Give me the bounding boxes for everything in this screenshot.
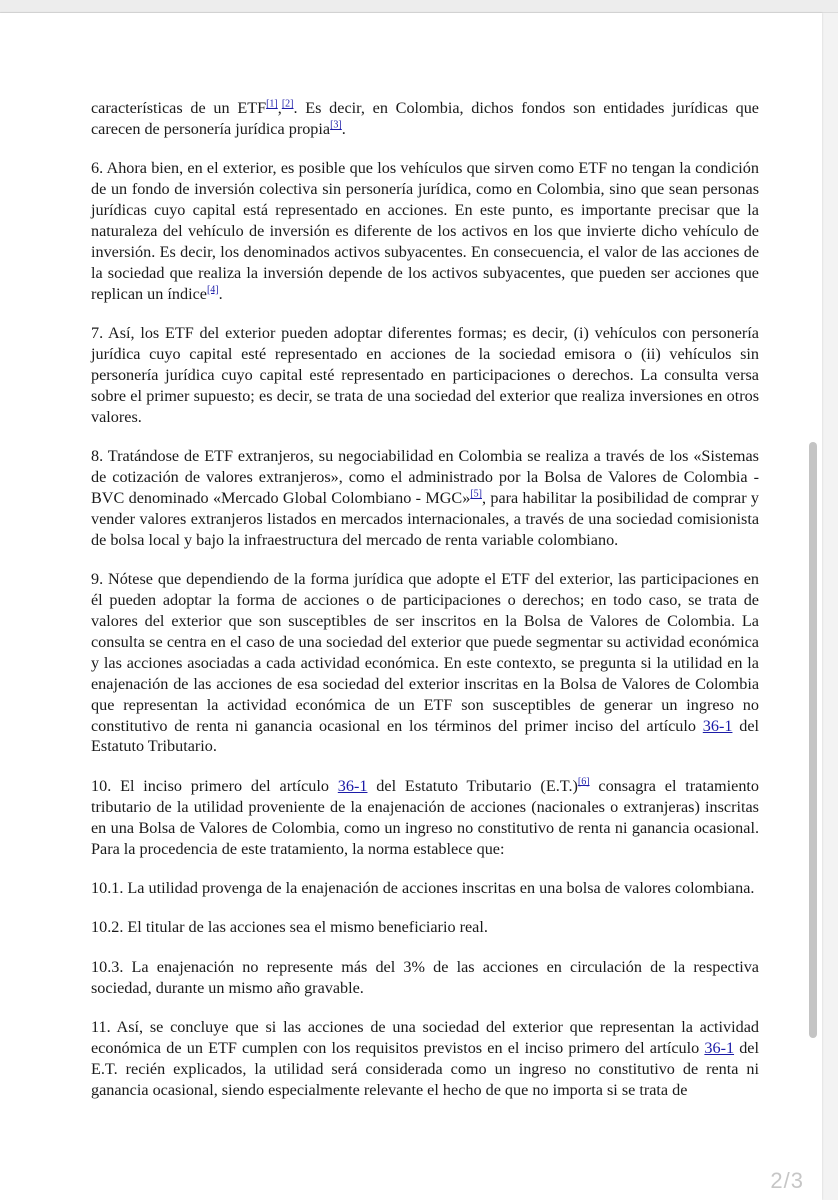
page-indicator: 2/3 (770, 1168, 804, 1193)
paragraph-text: 8. Tratándose de ETF extranjeros, su negociabilidad en Colombia se realiza a través de los «Sistemas de cotización de valores extranjeros», como el administrado por la Bolsa de Valores de Colombia - BVC denominado «Mercado Global Colombiano - MGC» (91, 447, 759, 507)
paragraph-text: 10.3. La enajenación no represente más del 3% de las acciones en circulación de la respectiva sociedad, durante un mismo año gravable. (91, 957, 759, 997)
document-page (0, 13, 822, 1200)
footnote-link-2[interactable]: [2] (281, 98, 294, 110)
paragraph-10-1 (91, 878, 759, 899)
paragraph-8 (91, 446, 759, 551)
paragraph-text: consagra el tratamiento tributario de la utilidad proveniente de la enajenación de acciones (nacionales o extranjeras) inscritas en una Bolsa de Valores de Colombia, como un ingreso no constitutivo de renta ni ganancia ocasional. Para la procedencia de este tratamiento, la norma establece que: (91, 776, 760, 858)
scrollbar-thumb[interactable] (809, 442, 817, 1038)
paragraph-10-3 (91, 957, 759, 999)
paragraph-text: 9. Nótese que dependiendo de la forma jurídica que adopte el ETF del exterior, las participaciones en él pueden adoptar la forma de acciones o de participaciones o derechos; en todo caso, se trata de valores del exterior que son susceptibles de ser inscritos en la Bolsa de Valores de Colombia. La consulta se centra en el caso de una sociedad del exterior que puede segmentar su actividad económica y las acciones asociadas a cada actividad económica. En este contexto, se pregunta si la utilidad en la enajenación de las acciones de esa sociedad del exterior inscritas en la Bolsa de Valores de Colombia que representan la actividad económica de un ETF son susceptibles de generar un ingreso no constitutivo de renta ni ganancia ocasional en los términos del primer inciso del artículo (91, 570, 759, 735)
paragraph-text: del Estatuto Tributario (E.T.) (367, 776, 578, 795)
paragraph-text: 10. El inciso primero del artículo (91, 776, 338, 795)
paragraph-text: 10.2. El titular de las acciones sea el mismo beneficiario real. (91, 918, 488, 937)
vertical-scrollbar[interactable] (806, 442, 820, 1038)
paragraph-10 (91, 776, 759, 860)
paragraph-text: 7. Así, los ETF del exterior pueden adoptar diferentes formas; es decir, (i) vehículos con personería jurídica cuyo capital esté representado en acciones de la sociedad emisora o (ii) vehículos sin personería jurídica cuyo capital esté representado en participaciones o derechos. La consulta versa sobre el primer supuesto; es decir, se trata de una sociedad del exterior que realiza inversiones en otros valores. (91, 324, 759, 426)
paragraph-text: 6. Ahora bien, en el exterior, es posible que los vehículos que sirven como ETF no tengan la condición de un fondo de inversión colectiva sin personería jurídica, como en Colombia, sino que sean personas jurídicas cuyo capital está representado en acciones. En este punto, es importante precisar que la naturaleza del vehículo de inversión es diferente de los activos en los que invierte dicho vehículo de inversión. Es decir, los denominados activos subyacentes. En consecuencia, el valor de las acciones de la sociedad que realiza la inversión depende de los activos subyacentes, que pueden ser acciones que replican un índice (91, 159, 759, 303)
paragraph-9 (91, 569, 759, 757)
paragraph-text: del E.T. recién explicados, la utilidad será considerada como un ingreso no constitutivo de renta ni ganancia ocasional, siendo especialmente relevante el hecho de que no importa si se trata de (91, 1039, 759, 1099)
footnote-link-5[interactable]: [5] (470, 488, 482, 500)
article-36-1-link[interactable]: 36-1 (337, 776, 368, 795)
paragraph-text: , para habilitar la posibilidad de comprar y vender valores extranjeros listados en mercados internacionales, a través de una sociedad comisionista de bolsa local y bajo la infraestructura del mercado de renta variable colombiano. (91, 489, 759, 549)
paragraph-6 (91, 158, 759, 304)
paragraph-7 (91, 323, 759, 428)
article-36-1-link[interactable]: 36-1 (704, 1039, 735, 1058)
article-36-1-link[interactable]: 36-1 (702, 716, 733, 735)
paragraph-10-2 (91, 917, 759, 938)
viewer-top-bar (0, 0, 838, 13)
paragraph-11 (91, 1017, 759, 1101)
paragraph-5-continuation (91, 98, 759, 140)
paragraph-text: . Es decir, en Colombia, dichos fondos son entidades jurídicas que carecen de personería jurídica propia (91, 99, 759, 138)
paragraph-text: . (341, 119, 346, 138)
footnote-link-3[interactable]: [3] (330, 119, 342, 131)
footnote-separator: , (277, 99, 282, 117)
paragraph-text: del Estatuto Tributario. (91, 716, 760, 756)
paragraph-text: características de un ETF (91, 99, 267, 117)
paragraph-text: . (218, 284, 223, 303)
document-body (91, 98, 759, 1101)
footnote-link-4[interactable]: [4] (206, 284, 219, 296)
footnote-link-1[interactable]: [1] (266, 98, 278, 110)
footnote-link-6[interactable]: [6] (577, 776, 590, 788)
paragraph-text: 11. Así, se concluye que si las acciones de una sociedad del exterior que representan la actividad económica de un ETF cumplen con los requisitos previstos en el inciso primero del artículo (91, 1018, 759, 1058)
paragraph-text: 10.1. La utilidad provenga de la enajenación de acciones inscritas en una bolsa de valores colombiana. (91, 879, 755, 897)
